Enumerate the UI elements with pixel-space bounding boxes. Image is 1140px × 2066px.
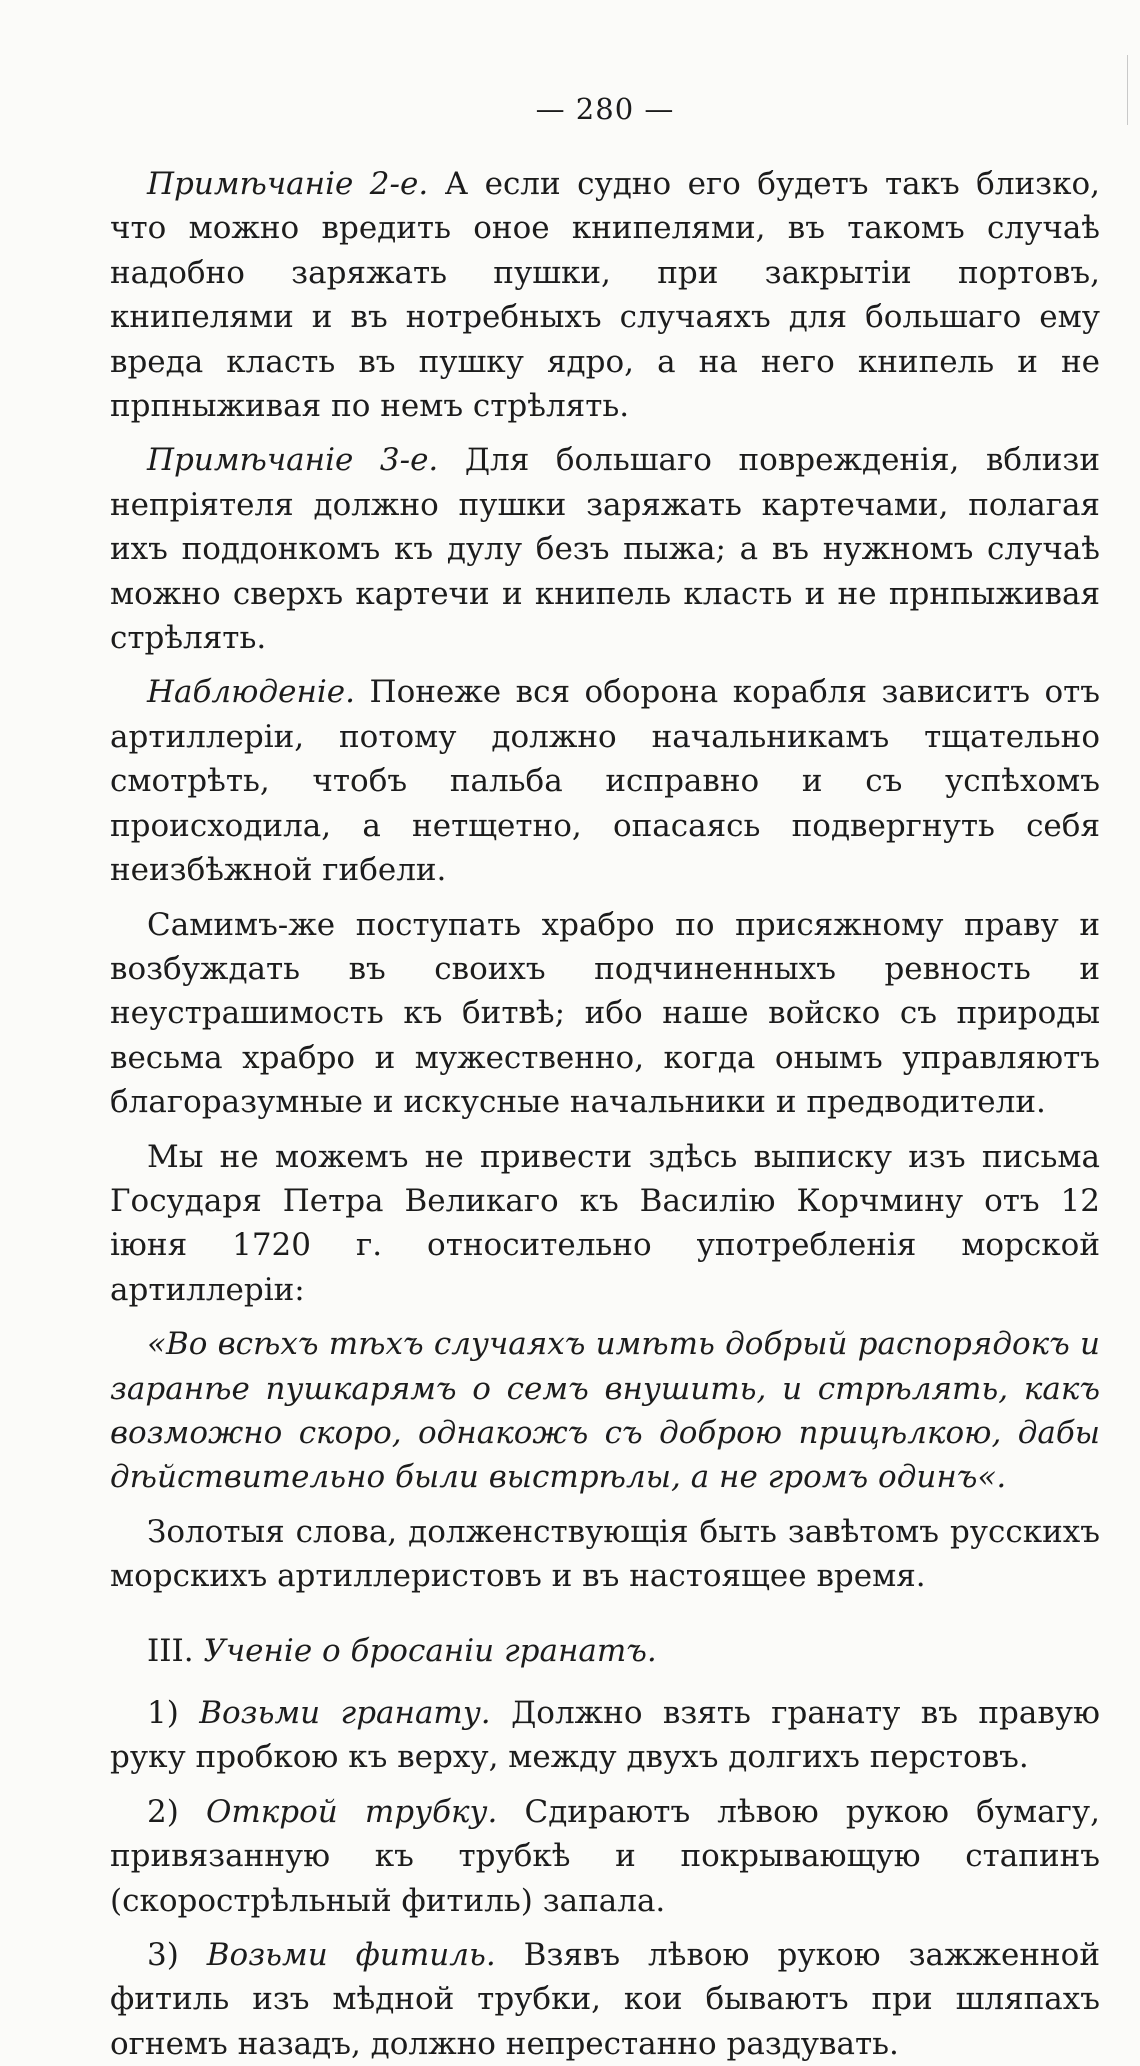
note-3-text: Для большаго поврежденія, вблизи непріятеля должно пушки заряжать картечами, полагая ихъ поддонкомъ къ дулу безъ пыжа; а въ нужномъ случаѣ можно сверхъ картечи и книпель класть и не прнпыживая стрѣлять. [110,442,1100,657]
step-2-title: Открой трубку. [205,1793,498,1830]
section-number: III. [147,1632,194,1669]
step-3-paragraph [110,1933,1100,2066]
page-number: — 280 — [535,92,675,126]
bravery-text: Самимъ-же поступать храбро по присяжному праву и возбуждать въ своихъ подчиненныхъ ревность и неустрашимость къ битвѣ; ибо наше войско съ природы весьма храбро и мужественно, когда онымъ управляютъ благоразумные и искусные начальники и предводители. [110,906,1100,1121]
observation-text: Понеже вся оборона корабля зависитъ отъ артиллеріи, потому должно начальникамъ тщательно смотрѣть, чтобъ пальба исправно и съ успѣхомъ происходила, а нетщетно, опасаясь подвергнуть себя неизбѣжной гибели. [110,674,1100,889]
note-2-label: Примѣчаніе 2-е. [147,166,429,202]
observation-label: Наблюденіе. [147,674,355,711]
step-2-text: Сдираютъ лѣвою рукою бумагу, привязанную къ трубкѣ и покрывающую стапинъ (скорострѣльный фитиль) запала. [110,1793,1100,1919]
note-3-label: Примѣчаніе 3-е. [147,442,439,479]
bravery-paragraph [110,903,1100,1125]
note-2-paragraph [110,162,1100,428]
book-page [110,92,1101,2062]
note-3-paragraph [110,438,1100,660]
step-2-paragraph [110,1790,1100,1923]
step-3-title: Возьми фитиль. [206,1937,496,1974]
step-1-text: Должно взять гранату въ правую руку пробкою къ верху, между двухъ долгихъ перстовъ. [110,1695,1101,1776]
scan-edge-mark [1127,55,1128,125]
step-3-label: 3) [147,1937,207,1974]
step-1-label: 1) [147,1695,200,1731]
step-3-text: Взявъ лѣвою рукою зажженной фитиль изъ мѣдной трубки, кои бываютъ при шляпахъ огнемъ назадъ, должно непрестанно раздувать. [110,1937,1100,2062]
step-1-title: Возьми гранату. [199,1695,491,1731]
section-heading [110,1629,1100,1673]
peter-letter-quote: «Во всѣхъ тѣхъ случаяхъ имѣть добрый распорядокъ и заранѣе пушкарямъ о семъ внушить, и стрѣлять, какъ возможно скоро, однакожъ съ доброю прицѣлкою, дабы дѣйствительно были выстрѣлы, а не громъ одинъ«. [110,1326,1100,1496]
note-2-text: А если судно его будетъ такъ близко, что можно вредить оное книпелями, въ такомъ случаѣ надобно заряжать пушки, при закрытіи портовъ, книпелями и въ нотребныхъ случаяхъ для большаго ему вреда класть въ пушку ядро, а на него книпель и не прпныживая по немъ стрѣлять. [110,166,1100,425]
section-title: Ученіе о бросаніи гранатъ. [203,1632,657,1669]
letter-intro-paragraph [110,1135,1100,1313]
letter-intro-text: Мы не можемъ не привести здѣсь выписку изъ письма Государя Петра Великаго къ Василію Корчмину отъ 12 іюня 1720 г. относительно употребленія морской артиллеріи: [110,1138,1100,1308]
step-1-paragraph [110,1691,1100,1780]
observation-paragraph [110,670,1100,892]
golden-words-paragraph: Золотыя слова, долженствующія быть завѣтомъ русскихъ морскихъ артиллеристовъ и въ настоящее время. [110,1513,1100,1595]
step-2-label: 2) [147,1793,206,1830]
